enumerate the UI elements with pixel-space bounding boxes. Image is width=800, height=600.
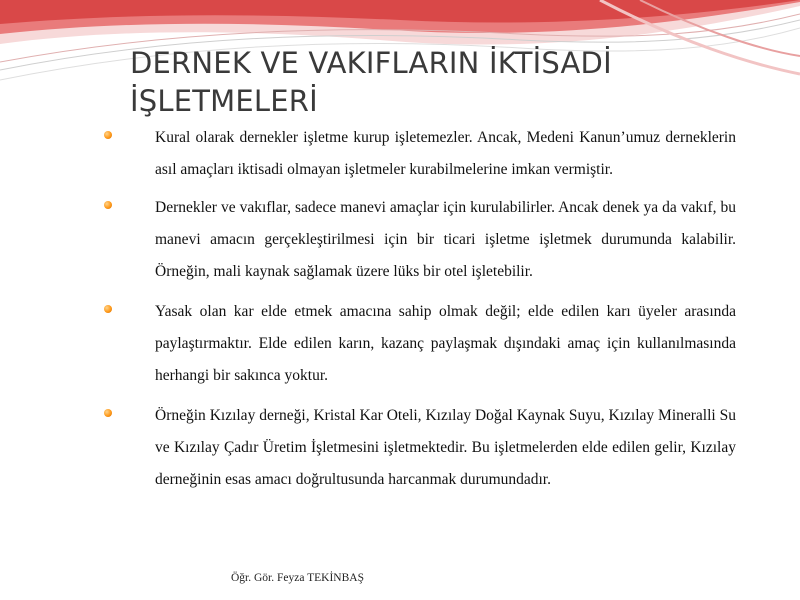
- bullet-dot-icon: [104, 131, 112, 139]
- slide-footer-author: Öğr. Gör. Feyza TEKİNBAŞ: [231, 572, 364, 584]
- slide-title: DERNEK VE VAKIFLARIN İKTİSADİ İŞLETMELERİ: [130, 46, 612, 118]
- bullet-text: Yasak olan kar elde etmek amacına sahip olmak değil; elde edilen karı üyeler arasında paylaştırmaktır. Elde edilen karın, kazanç paylaşmak dışındaki amaç için kullanılmasında herhangi bir sakınca yoktur.: [155, 303, 736, 384]
- bullet-list: [100, 122, 736, 496]
- bullet-text: Örneğin Kızılay derneği, Kristal Kar Oteli, Kızılay Doğal Kaynak Suyu, Kızılay Mineralli Su ve Kızılay Çadır Üretim İşletmesini işletmektedir. Bu işletmelerden elde edilen gelir, Kızılay derneğinin esas amacı doğrultusunda harcanmak durumundadır.: [155, 407, 736, 488]
- bullet-dot-icon: [104, 201, 112, 209]
- bullet-dot-icon: [104, 305, 112, 313]
- bullet-item: [100, 122, 736, 186]
- bullet-text: Dernekler ve vakıflar, sadece manevi amaçlar için kurulabilirler. Ancak denek ya da vakıf, bu manevi amacın gerçekleştirilmesi için bir ticari işletme işletmek durumunda kalabilir. Örneğin, mali kaynak sağlamak üzere lüks bir otel işletebilir.: [155, 199, 736, 280]
- bullet-item: [100, 400, 736, 496]
- bullet-text: Kural olarak dernekler işletme kurup işletemezler. Ancak, Medeni Kanun’umuz derneklerin asıl amaçları iktisadi olmayan işletmeler kurabilmelerine imkan vermiştir.: [155, 129, 736, 178]
- bullet-item: [100, 192, 736, 288]
- bullet-item: [100, 296, 736, 392]
- bullet-dot-icon: [104, 409, 112, 417]
